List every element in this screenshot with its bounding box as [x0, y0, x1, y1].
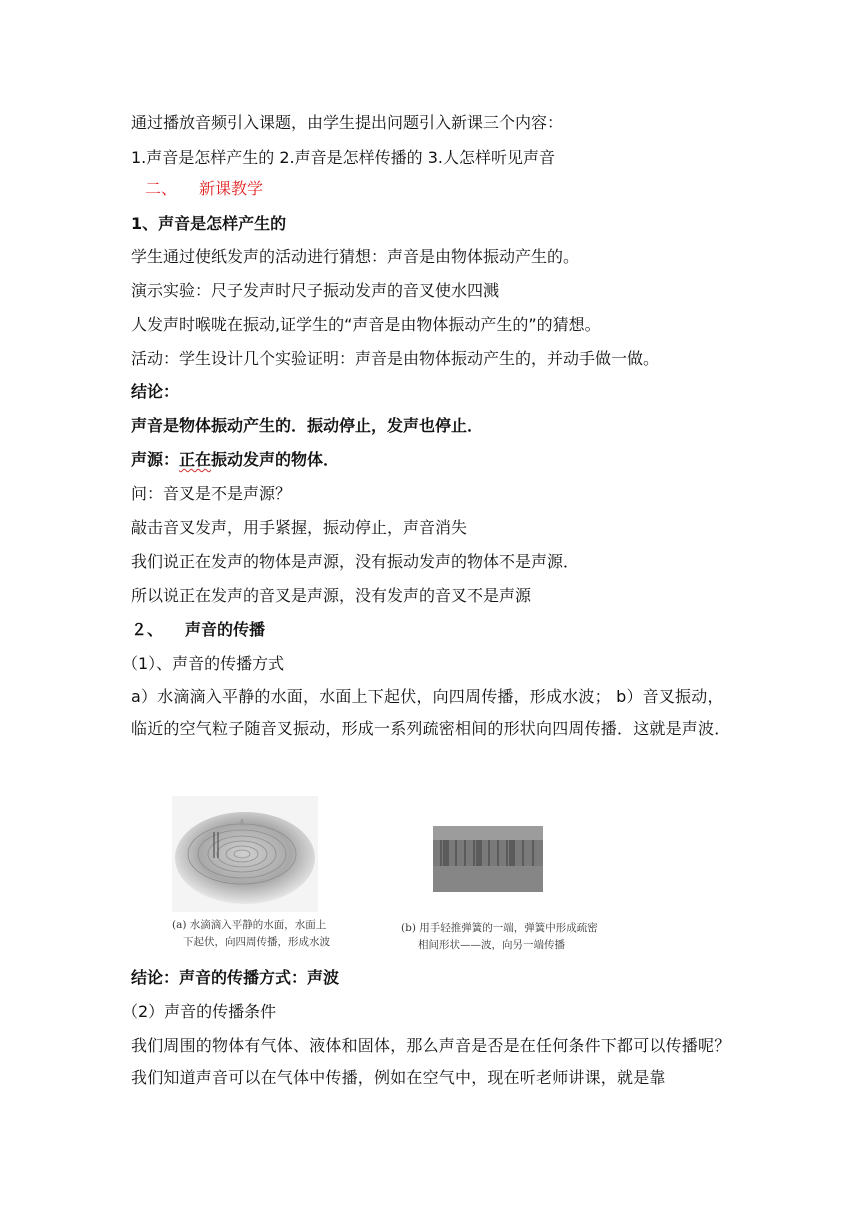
figure-a-caption-line2: 下起伏，向四周传播，形成水波	[183, 936, 330, 948]
spring-wave-figure	[433, 826, 543, 892]
paragraph-wave: a）水滴滴入平静的水面，水面上下起伏，向四周传播，形成水波； b）音叉振动，临近的空气粒子随音叉振动，形成一系列疏密相间的形状向四周传播．这就是声波．	[131, 687, 731, 738]
text-line: 问：音叉是不是声源？	[131, 484, 292, 503]
underlined-word: 正在	[179, 450, 212, 469]
text-line: 演示实验：尺子发声时尺子振动发声的音叉使水四溅	[131, 281, 500, 300]
figure-b-caption-line2: 相间形状——波，向另一端传播	[418, 939, 565, 951]
text-line: （1）、声音的传播方式	[122, 654, 285, 673]
section-heading	[145, 178, 263, 200]
subheading-1: 1、声音是怎样产生的	[131, 214, 287, 233]
text-line: （2）声音的传播条件	[122, 1002, 277, 1021]
definition-label: 声源：	[131, 450, 180, 469]
text-line: 活动：学生设计几个实验证明：声音是由物体振动产生的，并动手做一做。	[131, 349, 660, 368]
conclusion-label: 结论：	[131, 382, 180, 401]
section-number: 二、	[145, 179, 178, 198]
water-ripple-figure	[172, 796, 318, 912]
intro-line: 通过播放音频引入课题，由学生提出问题引入新课三个内容：	[131, 113, 564, 132]
conclusion-wave: 结论：声音的传播方式：声波	[131, 968, 340, 987]
topics-line: 1.声音是怎样产生的 2.声音是怎样传播的 3.人怎样听见声音	[131, 148, 555, 167]
figure-a-caption-line1: (a) 水滴滴入平静的水面，水面上	[172, 919, 327, 931]
subheading-2	[131, 619, 265, 641]
text-line: 所以说正在发声的音叉是声源，没有发声的音叉不是声源	[131, 586, 532, 605]
subheading-title: 声音的传播	[185, 620, 266, 639]
text-line: 我们说正在发声的物体是声源，没有振动发声的物体不是声源．	[131, 552, 580, 571]
sound-source-definition	[131, 449, 339, 471]
paragraph-conditions: 我们周围的物体有气体、液体和固体，那么声音是否是在任何条件下都可以传播呢？我们知道声音可以在气体中传播，例如在空气中，现在听老师讲课，就是靠	[131, 1036, 731, 1087]
section-title: 新课教学	[199, 179, 264, 198]
definition-text: 振动发声的物体．	[211, 450, 340, 469]
text-line: 人发声时喉咙在振动,证学生的“声音是由物体振动产生的”的猜想。	[131, 315, 601, 334]
subheading-number: ２、	[131, 620, 164, 639]
conclusion-text: 声音是物体振动产生的．振动停止，发声也停止．	[131, 416, 484, 435]
figure-b-caption-line1: (b) 用手轻推弹簧的一端，弹簧中形成疏密	[401, 922, 598, 934]
text-line: 学生通过使纸发声的活动进行猜想：声音是由物体振动产生的。	[131, 247, 580, 266]
text-line: 敲击音叉发声，用手紧握，振动停止，声音消失	[131, 518, 468, 537]
